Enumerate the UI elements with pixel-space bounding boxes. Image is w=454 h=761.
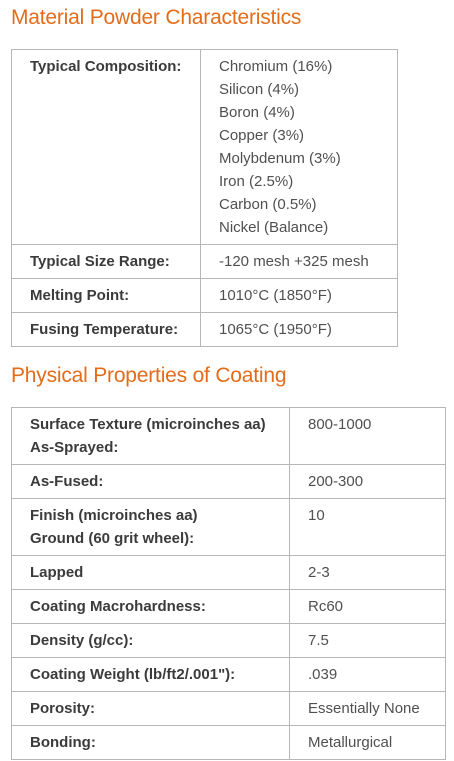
as-fused-value: 200-300 (290, 465, 446, 499)
density-label: Density (g/cc): (12, 624, 290, 658)
macrohardness-label: Coating Macrohardness: (12, 590, 290, 624)
bonding-value: Metallurgical (290, 726, 446, 760)
density-value: 7.5 (290, 624, 446, 658)
coating-properties-table (11, 407, 446, 760)
table-row (12, 279, 398, 313)
size-range-label: Typical Size Range: (12, 245, 201, 279)
powder-characteristics-table (11, 49, 398, 347)
composition-item: Boron (4%) (219, 104, 295, 121)
composition-item: Chromium (16%) (219, 58, 333, 75)
table-row (12, 50, 398, 245)
porosity-label: Porosity: (12, 692, 290, 726)
composition-item: Molybdenum (3%) (219, 150, 341, 167)
surface-texture-value: 800-1000 (290, 408, 446, 465)
table-row (12, 726, 446, 760)
table-row (12, 245, 398, 279)
coating-weight-value: .039 (290, 658, 446, 692)
table-row (12, 408, 446, 465)
composition-item: Nickel (Balance) (219, 219, 329, 236)
table-row (12, 590, 446, 624)
surface-texture-label-line: Surface Texture (microinches aa) (30, 416, 266, 433)
table-row (12, 658, 446, 692)
fusing-temperature-value: 1065°C (1950°F) (201, 313, 398, 347)
lapped-label: Lapped (12, 556, 290, 590)
composition-values (201, 50, 398, 245)
coating-section-title: Physical Properties of Coating (11, 364, 287, 387)
powder-section-title: Material Powder Characteristics (11, 6, 302, 29)
surface-texture-label (12, 408, 290, 465)
size-range-value: -120 mesh +325 mesh (201, 245, 398, 279)
finish-label-line: Finish (microinches aa) (30, 507, 198, 524)
porosity-value: Essentially None (290, 692, 446, 726)
melting-point-label: Melting Point: (12, 279, 201, 313)
composition-item: Carbon (0.5%) (219, 196, 317, 213)
table-row (12, 624, 446, 658)
composition-label: Typical Composition: (12, 50, 201, 245)
lapped-value: 2-3 (290, 556, 446, 590)
table-row (12, 499, 446, 556)
melting-point-value: 1010°C (1850°F) (201, 279, 398, 313)
composition-item: Silicon (4%) (219, 81, 300, 98)
as-sprayed-label-line: As-Sprayed: (30, 439, 119, 456)
composition-item: Copper (3%) (219, 127, 305, 144)
macrohardness-value: Rc60 (290, 590, 446, 624)
table-row (12, 465, 446, 499)
fusing-temperature-label: Fusing Temperature: (12, 313, 201, 347)
as-fused-label: As-Fused: (12, 465, 290, 499)
composition-item: Iron (2.5%) (219, 173, 294, 190)
coating-weight-label: Coating Weight (lb/ft2/.001"): (12, 658, 290, 692)
table-row (12, 692, 446, 726)
ground-label-line: Ground (60 grit wheel): (30, 530, 195, 547)
finish-label (12, 499, 290, 556)
bonding-label: Bonding: (12, 726, 290, 760)
table-row (12, 313, 398, 347)
finish-value: 10 (290, 499, 446, 556)
table-row (12, 556, 446, 590)
